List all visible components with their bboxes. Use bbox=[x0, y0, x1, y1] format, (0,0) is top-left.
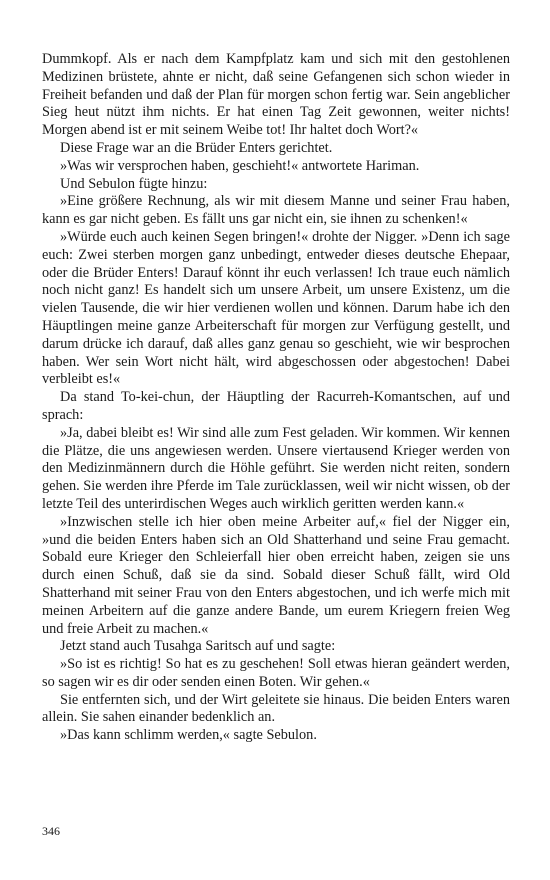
paragraph-10: Jetzt stand auch Tusahga Saritsch auf und sagte: bbox=[60, 638, 336, 655]
paragraph-3: »Was wir versprochen haben, geschieht!« antwortete Hariman. bbox=[60, 157, 420, 174]
page-number: 346 bbox=[42, 824, 60, 838]
paragraph-13: »Das kann schlimm werden,« sagte Sebulon. bbox=[60, 727, 317, 744]
book-page-text bbox=[42, 51, 510, 745]
paragraph-11: »So ist es richtig! So hat es zu geschehen! Soll etwas hieran geändert werden, so sagen wir es dir oder senden einen Boten. Wir gehen.« bbox=[42, 656, 510, 690]
paragraph-12: Sie entfernten sich, und der Wirt geleitete sie hinaus. Die beiden Enters waren allein. Sie sahen einander bedenklich an. bbox=[42, 691, 510, 726]
paragraph-9: »Inzwischen stelle ich hier oben meine Arbeiter auf,« fiel der Nigger ein, »und die beiden Enters haben sich an Old Shatterhand und seine Frau gemacht. Sobald eure Krieger den Schleierfall hier oben erreicht haben, zeigen sie uns durch einen Schuß, daß sie da sind. Sobald dieser Schuß fällt, wird Old Shatterhand mit seiner Frau von den Enters abgestochen, und ich werfe mich mit meinen Arbeitern auf die ganze andere Bande, um eurem Kriegern freien Weg und freie Arbeit zu machen.« bbox=[42, 513, 510, 637]
paragraph-2: Diese Frage war an die Brüder Enters gerichtet. bbox=[60, 139, 333, 156]
paragraph-7: Da stand To-kei-chun, der Häuptling der Racurreh-Komantschen, auf und sprach: bbox=[42, 389, 510, 423]
paragraph-5: »Eine größere Rechnung, als wir mit diesem Manne und seiner Frau haben, kann es gar nicht geben. Es fällt uns gar nicht ein, sie ihnen zu schenken!« bbox=[42, 193, 510, 228]
paragraph-6: »Würde euch auch keinen Segen bringen!« drohte der Nigger. »Denn ich sage euch: Zwei sterben morgen ganz unbedingt, entweder dieses deutsche Ehepaar, oder die Brüder Enters! Darauf könnt ihr euch verlassen! Ich traue euch nämlich noch nicht ganz! Es handelt sich um unsere Arbeit, um unsere Existenz, um die vielen Tausende, die wir hier verdienen wollen und können. Darum habe ich den Häuptlingen meine ganze Arbeiterschaft für morgen zur Verfügung gestellt, und darum drücke ich darauf, daß alles ganz genau so geschieht, wie wir besprochen haben. Wer sein Wort nicht hält, wird abgeschossen oder abgestochen! Dabei verbleibt es!« bbox=[42, 228, 510, 388]
paragraph-4: Und Sebulon fügte hinzu: bbox=[60, 175, 208, 192]
paragraph-1: Dummkopf. Als er nach dem Kampfplatz kam und sich mit den gestohlenen Medizinen brüstete, ahnte er nicht, daß seine Gefangenen sich schon wieder in Freiheit befanden und daß der Plan für morgen schon fertig war. Sein angeblicher Sieg heut nützt ihm nichts. Er hat einen Tag Zeit gewonnen, weiter nichts! Morgen abend ist er mit seinem Weibe tot! Ihr haltet doch Wort?« bbox=[42, 51, 510, 139]
paragraph-8: »Ja, dabei bleibt es! Wir sind alle zum Fest geladen. Wir kommen. Wir kennen die Plätze, die uns angewiesen werden. Unsere viertausend Krieger werden von den Medizinmännern durch die Höhle geführt. Sie werden nicht reiten, sondern gehen. Sie werden ihre Pferde im Tale zurücklassen, weil wir nicht wissen, ob der letzte Teil des unterirdischen Weges auch wirklich geritten werden kann.« bbox=[42, 424, 511, 512]
